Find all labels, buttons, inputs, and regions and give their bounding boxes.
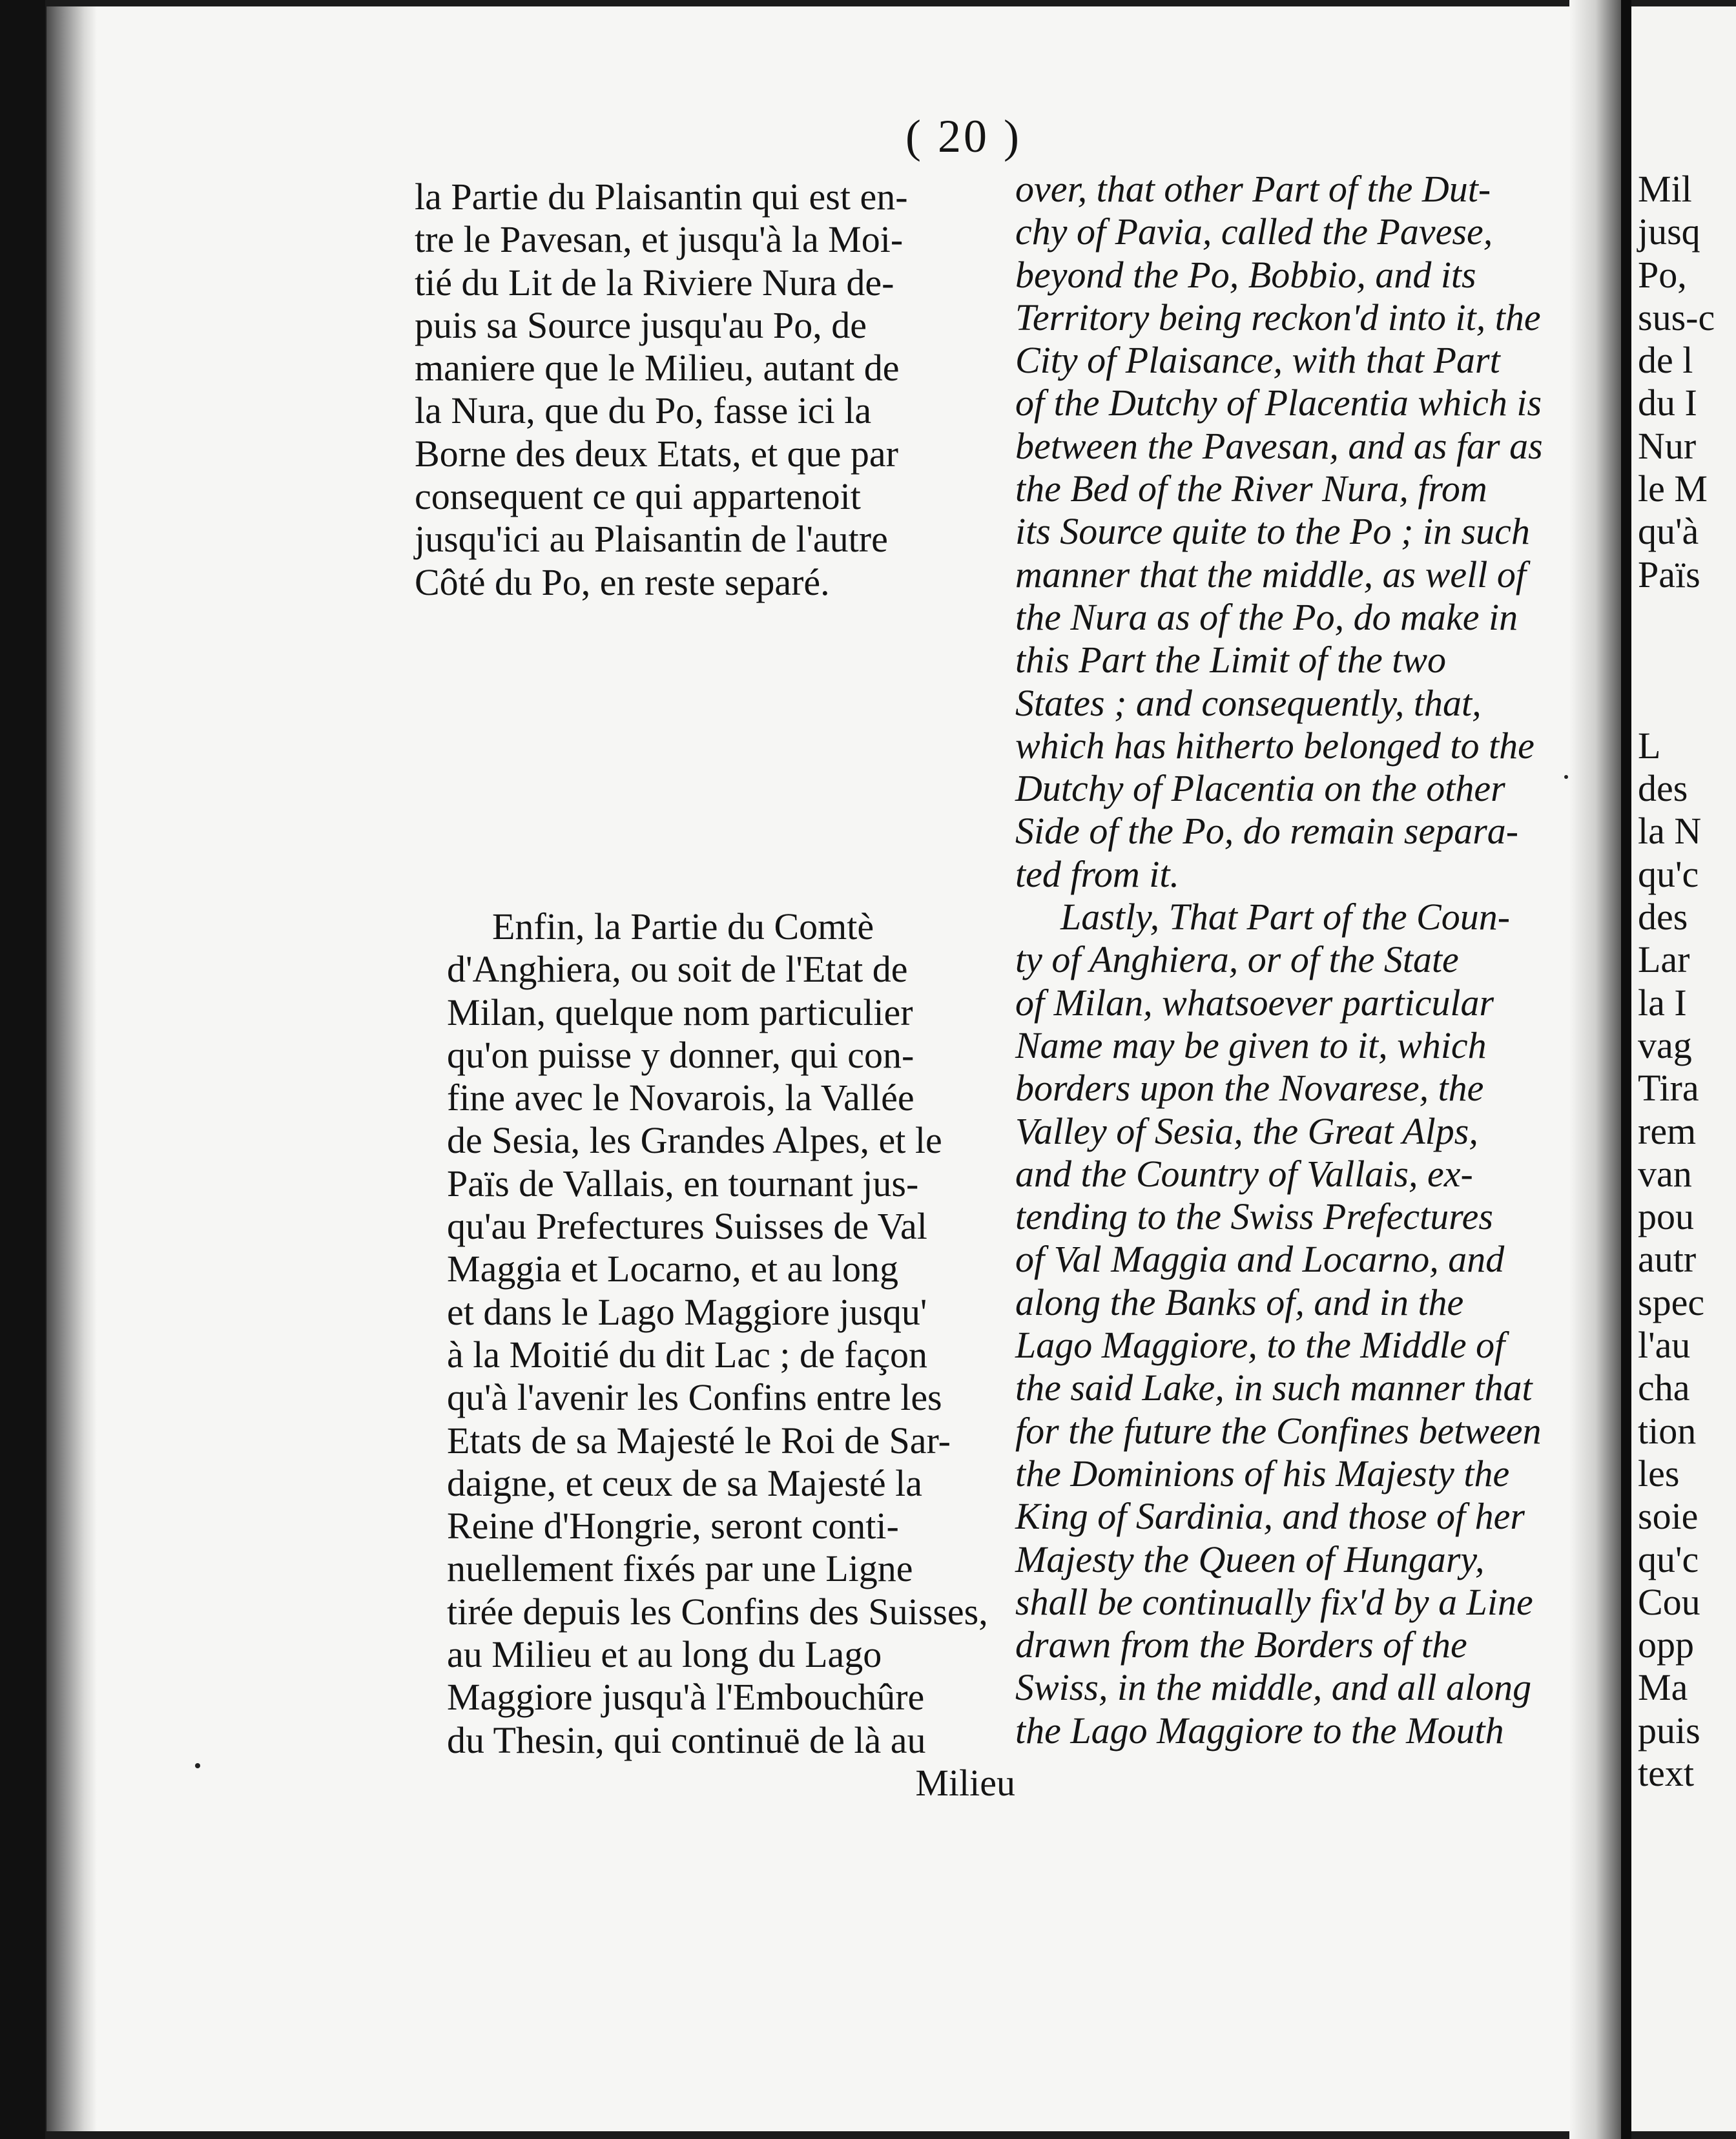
right-page-fragment-line: qu'c: [1638, 852, 1699, 895]
right-page-fragment-line: L: [1638, 724, 1661, 767]
english-line: of the Dutchy of Placentia which is: [1015, 382, 1542, 424]
french-line: Milan, quelque nom particulier: [447, 991, 913, 1033]
right-page-fragment-line: qu'c: [1638, 1538, 1699, 1580]
catchword: Milieu: [915, 1761, 1015, 1804]
right-page-fragment-line: puis: [1638, 1709, 1700, 1752]
right-page-fragment-line: tion: [1638, 1409, 1697, 1452]
french-line: Maggiore jusqu'à l'Embouchûre: [447, 1676, 925, 1719]
right-page-fragment-line: la I: [1638, 981, 1687, 1024]
english-line: Swiss, in the middle, and all along: [1015, 1666, 1532, 1709]
english-line: manner that the middle, as well of: [1015, 553, 1526, 595]
english-line: over, that other Part of the Dut-: [1015, 168, 1491, 210]
right-page-fragment-line: Nur: [1638, 424, 1697, 467]
french-line: Reine d'Hongrie, seront conti-: [447, 1505, 899, 1547]
right-page-fragment-line: sus-c: [1638, 296, 1715, 338]
english-line: Name may be given to it, which: [1015, 1024, 1487, 1066]
english-line: which has hitherto belonged to the: [1015, 724, 1534, 767]
english-line: for the future the Confines between: [1015, 1409, 1542, 1452]
english-line: of Val Maggia and Locarno, and: [1015, 1238, 1505, 1281]
english-line: of Milan, whatsoever particular: [1015, 981, 1494, 1024]
french-line: Païs de Vallais, en tournant jus-: [447, 1162, 919, 1204]
english-line: between the Pavesan, and as far as: [1015, 424, 1543, 467]
right-page-fragment-line: la N: [1638, 810, 1702, 852]
right-page-fragment-line: [1638, 682, 1736, 725]
french-line: au Milieu et au long du Lago: [447, 1633, 882, 1676]
french-paragraph-2: [447, 905, 1015, 1804]
right-page-fragment-line: spec: [1638, 1281, 1705, 1323]
right-page-fragment-line: autr: [1638, 1238, 1697, 1281]
right-page-fragment-line: Païs: [1638, 553, 1700, 595]
french-line: et dans le Lago Maggiore jusqu': [447, 1290, 927, 1333]
right-page-fragment-line: l'au: [1638, 1324, 1691, 1367]
french-line: nuellement fixés par une Ligne: [447, 1547, 913, 1590]
french-line: qu'on puisse y donner, qui con-: [447, 1033, 914, 1076]
french-line: à la Moitié du dit Lac ; de façon: [447, 1333, 928, 1376]
english-line: ted from it.: [1015, 852, 1180, 895]
english-line: Dutchy of Placentia on the other: [1015, 767, 1505, 810]
page-edge-shadow: [46, 6, 97, 2131]
page-number: ( 20 ): [905, 110, 1022, 162]
english-line: the Bed of the River Nura, from: [1015, 468, 1487, 510]
english-line: and the Country of Vallais, ex-: [1015, 1152, 1473, 1195]
right-page-fragment-line: de l: [1638, 339, 1693, 382]
french-line: fine avec le Novarois, la Vallée: [447, 1077, 914, 1119]
right-page-fragment-line: le M: [1638, 468, 1708, 510]
french-line: de Sesia, les Grandes Alpes, et le: [447, 1119, 942, 1162]
right-page-fragment-line: du I: [1638, 382, 1697, 424]
right-page-fragment-line: [1638, 639, 1736, 681]
french-line: la Nura, que du Po, fasse ici la: [415, 389, 872, 432]
right-page-fragment-line: soie: [1638, 1495, 1699, 1538]
english-line: chy of Pavia, called the Pavese,: [1015, 211, 1493, 253]
ink-speck: [1564, 775, 1568, 779]
right-page-fragment-line: Mil: [1638, 168, 1692, 210]
french-line: tié du Lit de la Riviere Nura de-: [415, 261, 894, 304]
page-gap: [1621, 0, 1631, 2139]
catchword: [1015, 1752, 1609, 1795]
right-page-fragment-line: Ma: [1638, 1666, 1688, 1709]
right-page-fragment-line: qu'à: [1638, 510, 1699, 553]
right-page-fragment-line: vag: [1638, 1024, 1692, 1066]
right-page-fragment-line: cha: [1638, 1367, 1690, 1409]
french-line: Côté du Po, en reste separé.: [415, 561, 830, 603]
right-page-fragment-line: opp: [1638, 1624, 1694, 1666]
ink-speck: [195, 1763, 200, 1768]
english-line: Territory being reckon'd into it, the: [1015, 296, 1541, 338]
french-paragraph-1: [415, 176, 976, 604]
french-line: tre le Pavesan, et jusqu'à la Moi-: [415, 218, 904, 261]
french-line: puis sa Source jusqu'au Po, de: [415, 304, 867, 346]
right-page-fragment-line: text: [1638, 1752, 1694, 1794]
french-line: maniere que le Milieu, autant de: [415, 347, 900, 389]
english-line: Lago Maggiore, to the Middle of: [1015, 1324, 1505, 1367]
english-line: borders upon the Novarese, the: [1015, 1067, 1484, 1110]
french-line: consequent ce qui appartenoit: [415, 475, 861, 518]
right-page-fragment-line: des: [1638, 767, 1688, 810]
french-line: Maggia et Locarno, et au long: [447, 1248, 898, 1290]
french-line: Enfin, la Partie du Comtè: [492, 905, 874, 947]
english-line: the Nura as of the Po, do make in: [1015, 595, 1518, 638]
english-line: beyond the Po, Bobbio, and its: [1015, 253, 1476, 296]
right-page-fragment-line: van: [1638, 1152, 1692, 1195]
english-line: Majesty the Queen of Hungary,: [1015, 1538, 1485, 1580]
right-page-fragment-line: Tira: [1638, 1067, 1699, 1110]
french-line: la Partie du Plaisantin qui est en-: [415, 176, 908, 218]
english-line: States ; and consequently, that,: [1015, 681, 1482, 724]
french-line: Etats de sa Majesté le Roi de Sar-: [447, 1419, 951, 1462]
english-line: the said Lake, in such manner that: [1015, 1367, 1533, 1409]
english-line: Lastly, That Part of the Coun-: [1060, 896, 1511, 938]
french-line: du Thesin, qui continuë de là au: [447, 1719, 926, 1761]
english-line: Side of the Po, do remain separa-: [1015, 810, 1519, 852]
english-column: [1015, 168, 1609, 1795]
english-line: tending to the Swiss Prefectures: [1015, 1195, 1493, 1238]
right-page-text: [1638, 168, 1736, 1795]
french-line: qu'à l'avenir les Confins entre les: [447, 1376, 942, 1419]
right-page-fragment-line: rem: [1638, 1110, 1697, 1152]
right-page-fragment-line: des: [1638, 896, 1688, 938]
french-line: tirée depuis les Confins des Suisses,: [447, 1590, 988, 1633]
english-line: the Dominions of his Majesty the: [1015, 1452, 1510, 1494]
english-line: this Part the Limit of the two: [1015, 639, 1447, 681]
french-line: daigne, et ceux de sa Majesté la: [447, 1462, 922, 1504]
french-line: qu'au Prefectures Suisses de Val: [447, 1205, 927, 1248]
english-line: drawn from the Borders of the: [1015, 1624, 1467, 1666]
spine-shadow: [1569, 0, 1628, 2139]
right-page-fragment-line: jusq: [1638, 211, 1700, 253]
french-line: jusqu'ici au Plaisantin de l'autre: [415, 518, 888, 561]
right-page-fragment-line: les: [1638, 1452, 1680, 1494]
right-page-fragment-line: Cou: [1638, 1580, 1700, 1623]
right-page-fragment: [1631, 6, 1736, 2131]
right-page-fragment-line: Lar: [1638, 938, 1690, 981]
binding-gutter: [0, 0, 45, 2139]
english-line: its Source quite to the Po ; in such: [1015, 510, 1530, 553]
right-page-fragment-line: pou: [1638, 1195, 1694, 1238]
english-line: along the Banks of, and in the: [1015, 1281, 1464, 1323]
english-line: shall be continually fix'd by a Line: [1015, 1580, 1533, 1623]
english-line: King of Sardinia, and those of her: [1015, 1495, 1525, 1538]
left-page: [46, 6, 1596, 2131]
english-line: Valley of Sesia, the Great Alps,: [1015, 1110, 1478, 1152]
french-line: d'Anghiera, ou soit de l'Etat de: [447, 948, 908, 991]
english-line: ty of Anghiera, or of the State: [1015, 938, 1459, 981]
french-line: Borne des deux Etats, et que par: [415, 432, 898, 475]
right-page-fragment-line: Po,: [1638, 253, 1687, 296]
english-line: the Lago Maggiore to the Mouth: [1015, 1709, 1504, 1752]
english-line: City of Plaisance, with that Part: [1015, 339, 1500, 382]
right-page-fragment-line: [1638, 596, 1736, 639]
